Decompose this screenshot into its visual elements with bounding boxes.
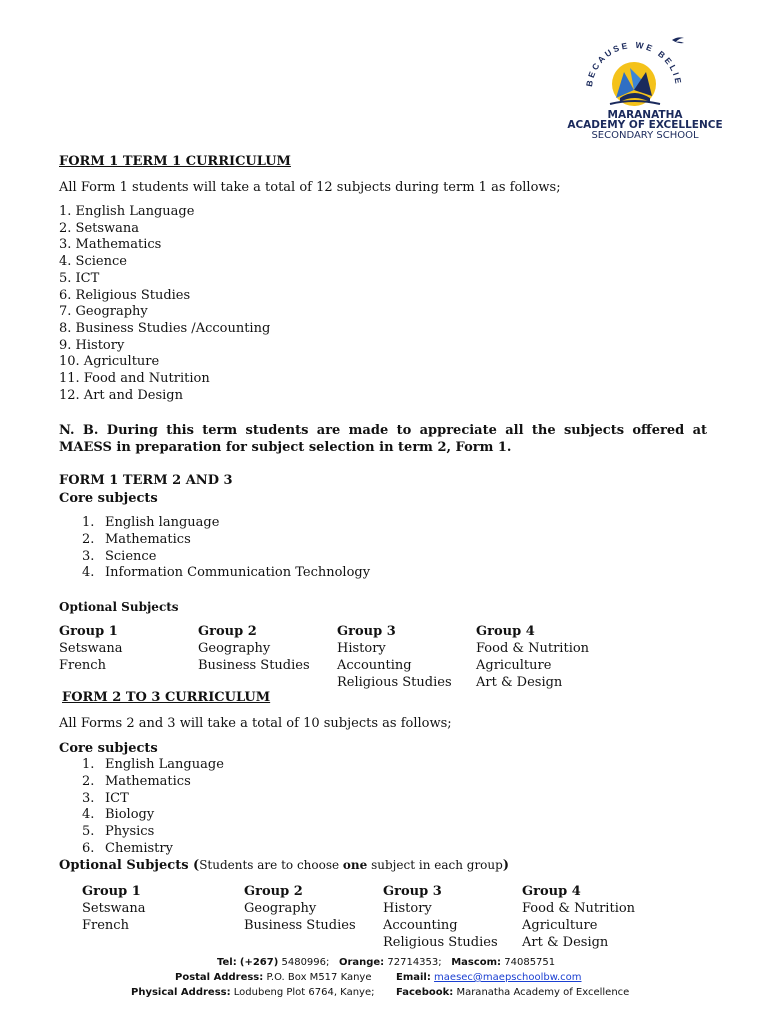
svg-text:BECAUSE WE BELIEVE: BECAUSE WE BELIE bbox=[584, 39, 684, 88]
school-logo bbox=[580, 28, 700, 112]
section1-intro: All Form 1 students will take a total of 12 subjects during term 1 as follows; bbox=[59, 180, 561, 195]
section1-title: FORM 1 TERM 1 CURRICULUM bbox=[59, 154, 291, 169]
section2-core-list bbox=[82, 515, 370, 582]
group-item: Geography bbox=[198, 641, 271, 656]
group-item: Geography bbox=[244, 901, 317, 916]
group-item: Business Studies bbox=[198, 658, 310, 673]
group-item: Setswana bbox=[59, 641, 123, 656]
list-item: 1. English Language bbox=[59, 204, 195, 219]
email-link[interactable]: maesec@maepschoolbw.com bbox=[434, 972, 582, 983]
group-title: Group 2 bbox=[198, 624, 257, 639]
group-column bbox=[198, 623, 337, 691]
group-column bbox=[337, 623, 476, 691]
group-item: Agriculture bbox=[522, 918, 598, 933]
section1-subject-list bbox=[59, 204, 270, 404]
group-item: History bbox=[383, 901, 432, 916]
list-item: 2. Mathematics bbox=[82, 531, 191, 547]
section3-groups-table bbox=[82, 883, 661, 951]
group-column bbox=[82, 883, 244, 951]
list-item: 8. Business Studies /Accounting bbox=[59, 320, 271, 336]
group-item: History bbox=[337, 641, 386, 656]
group-item: Food & Nutrition bbox=[522, 901, 636, 916]
section2-optional-heading: Optional Subjects bbox=[59, 600, 179, 614]
group-column bbox=[383, 883, 522, 951]
group-column bbox=[522, 883, 661, 951]
group-column bbox=[59, 623, 198, 691]
section3-core-heading: Core subjects bbox=[59, 741, 158, 756]
group-title: Group 1 bbox=[82, 884, 141, 899]
list-item: 1. English Language bbox=[82, 757, 224, 772]
section3-core-list bbox=[82, 757, 224, 858]
list-item: 5. Physics bbox=[82, 824, 155, 840]
list-item: 4. Science bbox=[59, 254, 127, 270]
group-item: Religious Studies bbox=[337, 675, 452, 690]
group-column bbox=[476, 623, 615, 691]
list-item: 4. Information Communication Technology bbox=[82, 565, 371, 581]
logo-name-line1: MARANATHA bbox=[607, 109, 683, 121]
group-item: Setswana bbox=[82, 901, 146, 916]
list-item: 3. Mathematics bbox=[59, 237, 162, 253]
list-item: 5. ICT bbox=[59, 270, 100, 286]
list-item: 4. Biology bbox=[82, 807, 155, 823]
list-item: 12. Art and Design bbox=[59, 387, 183, 403]
group-item: Agriculture bbox=[476, 658, 552, 673]
section2-title: FORM 1 TERM 2 AND 3 bbox=[59, 473, 233, 488]
list-item: 1. English language bbox=[82, 515, 220, 530]
list-item: 3. Science bbox=[82, 548, 157, 564]
group-item: French bbox=[59, 658, 106, 673]
section2-groups-table bbox=[59, 623, 615, 691]
logo-emblem-icon bbox=[580, 28, 700, 112]
list-item: 11. Food and Nutrition bbox=[59, 371, 210, 387]
group-column bbox=[244, 883, 383, 951]
list-item: 10. Agriculture bbox=[59, 354, 160, 370]
list-item: 9. History bbox=[59, 337, 125, 353]
group-title: Group 4 bbox=[476, 624, 535, 639]
group-item: Accounting bbox=[337, 658, 412, 673]
group-title: Group 3 bbox=[383, 884, 442, 899]
group-item: Art & Design bbox=[522, 935, 609, 950]
group-item: Business Studies bbox=[244, 918, 356, 933]
group-item: Accounting bbox=[383, 918, 458, 933]
group-item: Art & Design bbox=[476, 675, 563, 690]
list-item: 7. Geography bbox=[59, 304, 148, 320]
section1-note: N. B. During this term students are made to appreciate all the subjects offered at MAESS in preparation for subject selection in term 2, Form 1. bbox=[59, 423, 707, 455]
list-item: 6. Chemistry bbox=[82, 840, 173, 856]
group-item: French bbox=[82, 918, 129, 933]
section2-core-heading: Core subjects bbox=[59, 491, 158, 506]
list-item: 3. ICT bbox=[82, 790, 129, 806]
footer-phone-line: Tel: (+267) 5480996; Orange: 72714353; Mascom: 74085751 bbox=[217, 957, 556, 968]
group-title: Group 1 bbox=[59, 624, 118, 639]
section3-optional-heading: Optional Subjects (Students are to choose one subject in each group) bbox=[59, 858, 509, 873]
group-title: Group 2 bbox=[244, 884, 303, 899]
list-item: 2. Mathematics bbox=[82, 773, 191, 789]
group-item: Food & Nutrition bbox=[476, 641, 590, 656]
group-item: Religious Studies bbox=[383, 935, 498, 950]
logo-name-line3: SECONDARY SCHOOL bbox=[591, 130, 699, 141]
logo-name-line2: ACADEMY OF EXCELLENCE bbox=[567, 119, 723, 131]
section3-intro: All Forms 2 and 3 will take a total of 10 subjects as follows; bbox=[59, 716, 452, 731]
group-title: Group 3 bbox=[337, 624, 396, 639]
list-item: 2. Setswana bbox=[59, 220, 140, 236]
group-title: Group 4 bbox=[522, 884, 581, 899]
list-item: 6. Religious Studies bbox=[59, 287, 191, 303]
section3-title: FORM 2 TO 3 CURRICULUM bbox=[62, 690, 271, 705]
